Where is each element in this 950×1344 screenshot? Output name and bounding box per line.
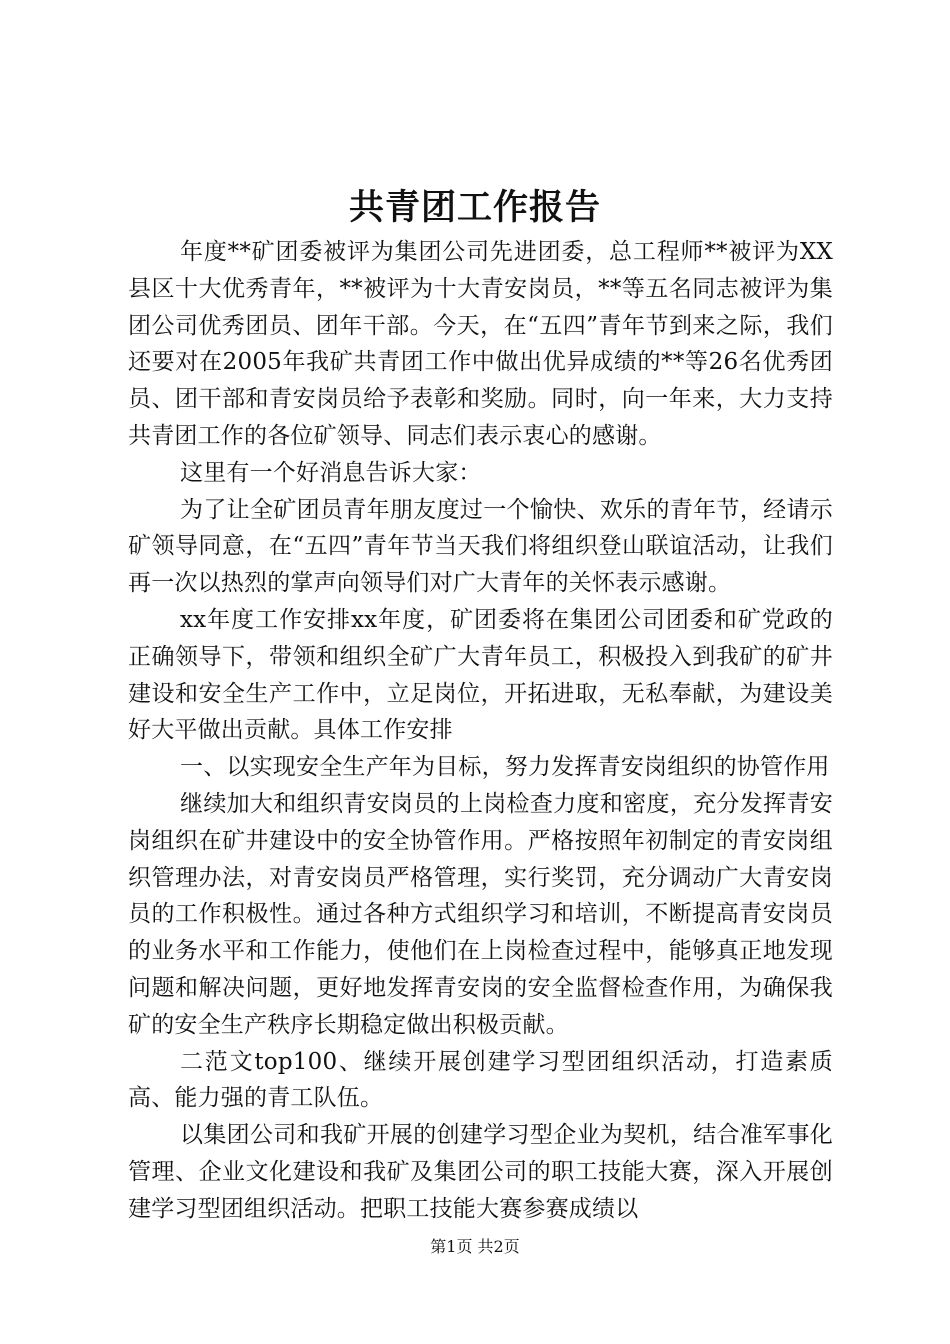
- page-number-footer: 第1页 共2页: [430, 1237, 520, 1256]
- paragraph-section-one-body: 继续加大和组织青安岗员的上岗检查力度和密度，充分发挥青安岗组织在矿井建设中的安全协管作用。严格按照年初制定的青安岗组织管理办法，对青安岗员严格管理，实行奖罚，充分调动广大青安岗员的工作积极性。通过各种方式组织学习和培训，不断提高青安岗员的业务水平和工作能力，使他们在上岗检查过程中，能够真正地发现问题和解决问题，更好地发挥青安岗的安全监督检查作用，为确保我矿的安全生产秩序长期稳定做出积极贡献。: [128, 790, 833, 1038]
- document-title: 共青团工作报告: [348, 188, 601, 228]
- document-body: [128, 234, 833, 1228]
- paragraph-good-news: 这里有一个好消息告诉大家：: [180, 459, 482, 486]
- paragraph-section-two-heading: 二范文top100、继续开展创建学习型团组织活动，打造素质高、能力强的青工队伍。: [128, 1048, 833, 1112]
- paragraph-commendation: 年度**矿团委被评为集团公司先进团委，总工程师**被评为XX县区十大优秀青年，**被评为十大青安岗员，**等五名同志被评为集团公司优秀团员、团年干部。今天，在“五四”青年节到来之际，我们还要对在2005年我矿共青团工作中做出优异成绩的**等26名优秀团员、团干部和青安岗员给予表彰和奖励。同时，向一年来，大力支持共青团工作的各位矿领导、同志们表示衷心的感谢。: [128, 239, 833, 449]
- paragraph-annual-plan: xx年度工作安排xx年度，矿团委将在集团公司团委和矿党政的正确领导下，带领和组织全矿广大青年员工，积极投入到我矿的矿井建设和安全生产工作中，立足岗位，开拓进取，无私奉献，为建设美好大平做出贡献。具体工作安排: [128, 606, 833, 744]
- paragraph-section-two-body: 以集团公司和我矿开展的创建学习型企业为契机，结合准军事化管理、企业文化建设和我矿及集团公司的职工技能大赛，深入开展创建学习型团组织活动。把职工技能大赛参赛成绩以: [128, 1122, 833, 1222]
- paragraph-youth-day-activity: 为了让全矿团员青年朋友度过一个愉快、欢乐的青年节，经请示矿领导同意，在“五四”青年节当天我们将组织登山联谊活动，让我们再一次以热烈的掌声向领导们对广大青年的关怀表示感谢。: [128, 496, 833, 597]
- paragraph-section-one-heading: 一、以实现安全生产年为目标，努力发挥青安岗组织的协管作用: [180, 754, 830, 781]
